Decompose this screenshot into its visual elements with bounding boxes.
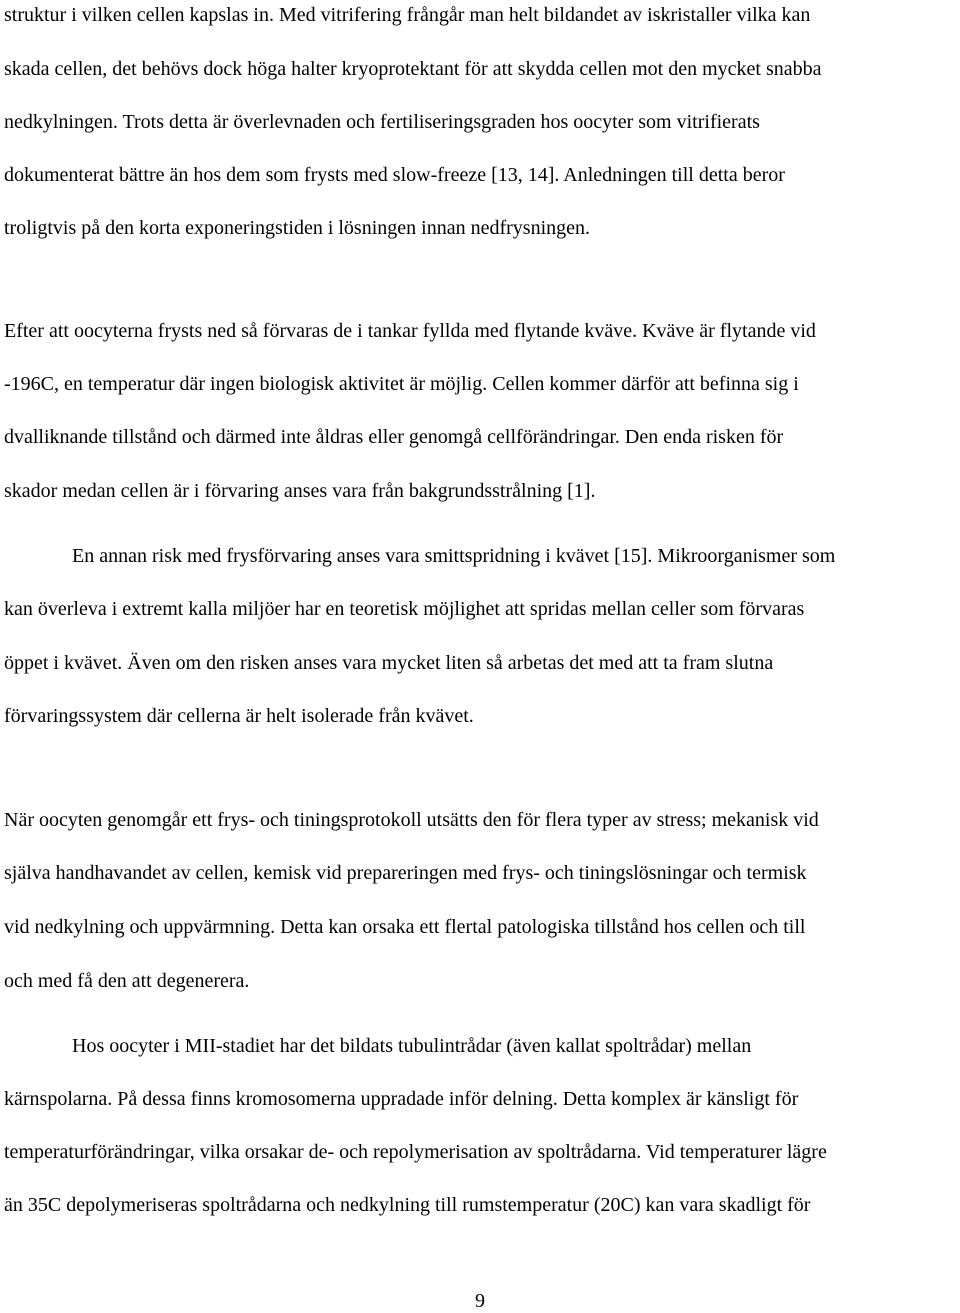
- text-line: Efter att oocyterna frysts ned så förvaras de i tankar fyllda med flytande kväve. Kväve är flytande vid: [4, 320, 816, 342]
- text-line: En annan risk med frysförvaring anses vara smittspridning i kvävet [15]. Mikroorganismer som: [72, 545, 836, 567]
- text-line: Hos oocyter i MII-stadiet har det bildats tubulintrådar (även kallat spoltrådar) mellan: [72, 1035, 752, 1057]
- text-line: vid nedkylning och uppvärmning. Detta kan orsaka ett flertal patologiska tillstånd hos cellen och till: [4, 916, 806, 938]
- text-line: dokumenterat bättre än hos dem som frysts med slow-freeze [13, 14]. Anledningen till detta beror: [4, 164, 785, 186]
- text-line: struktur i vilken cellen kapslas in. Med vitrifering frångår man helt bildandet av iskristaller vilka kan: [4, 4, 811, 26]
- text-line: dvalliknande tillstånd och därmed inte åldras eller genomgå cellförändringar. Den enda risken för: [4, 426, 784, 448]
- text-line: själva handhavandet av cellen, kemisk vid prepareringen med frys- och tiningslösningar och termisk: [4, 862, 807, 884]
- text-line: skada cellen, det behövs dock höga halter kryoprotektant för att skydda cellen mot den mycket snabba: [4, 58, 822, 80]
- page-number: 9: [475, 1290, 485, 1312]
- text-line: temperaturförändringar, vilka orsakar de- och repolymerisation av spoltrådarna. Vid temperaturer lägre: [4, 1141, 827, 1163]
- text-line: nedkylningen. Trots detta är överlevnaden och fertiliseringsgraden hos oocyter som vitrifierats: [4, 111, 760, 133]
- text-line: och med få den att degenerera.: [4, 970, 250, 992]
- text-line: skador medan cellen är i förvaring anses vara från bakgrundsstrålning [1].: [4, 480, 596, 502]
- text-line: troligtvis på den korta exponeringstiden i lösningen innan nedfrysningen.: [4, 217, 590, 239]
- text-line: -196C, en temperatur där ingen biologisk aktivitet är möjlig. Cellen kommer därför att befinna sig i: [4, 373, 799, 395]
- text-line: än 35C depolymeriseras spoltrådarna och nedkylning till rumstemperatur (20C) kan vara skadligt för: [4, 1194, 811, 1216]
- text-line: kärnspolarna. På dessa finns kromosomerna uppradade inför delning. Detta komplex är känsligt för: [4, 1088, 799, 1110]
- text-line: När oocyten genomgår ett frys- och tiningsprotokoll utsätts den för flera typer av stress; mekanisk vid: [4, 809, 819, 831]
- text-line: kan överleva i extremt kalla miljöer har en teoretisk möjlighet att spridas mellan celler som förvaras: [4, 598, 805, 620]
- text-line: förvaringssystem där cellerna är helt isolerade från kvävet.: [4, 705, 474, 727]
- text-line: öppet i kvävet. Även om den risken anses vara mycket liten så arbetas det med att ta fram slutna: [4, 652, 774, 674]
